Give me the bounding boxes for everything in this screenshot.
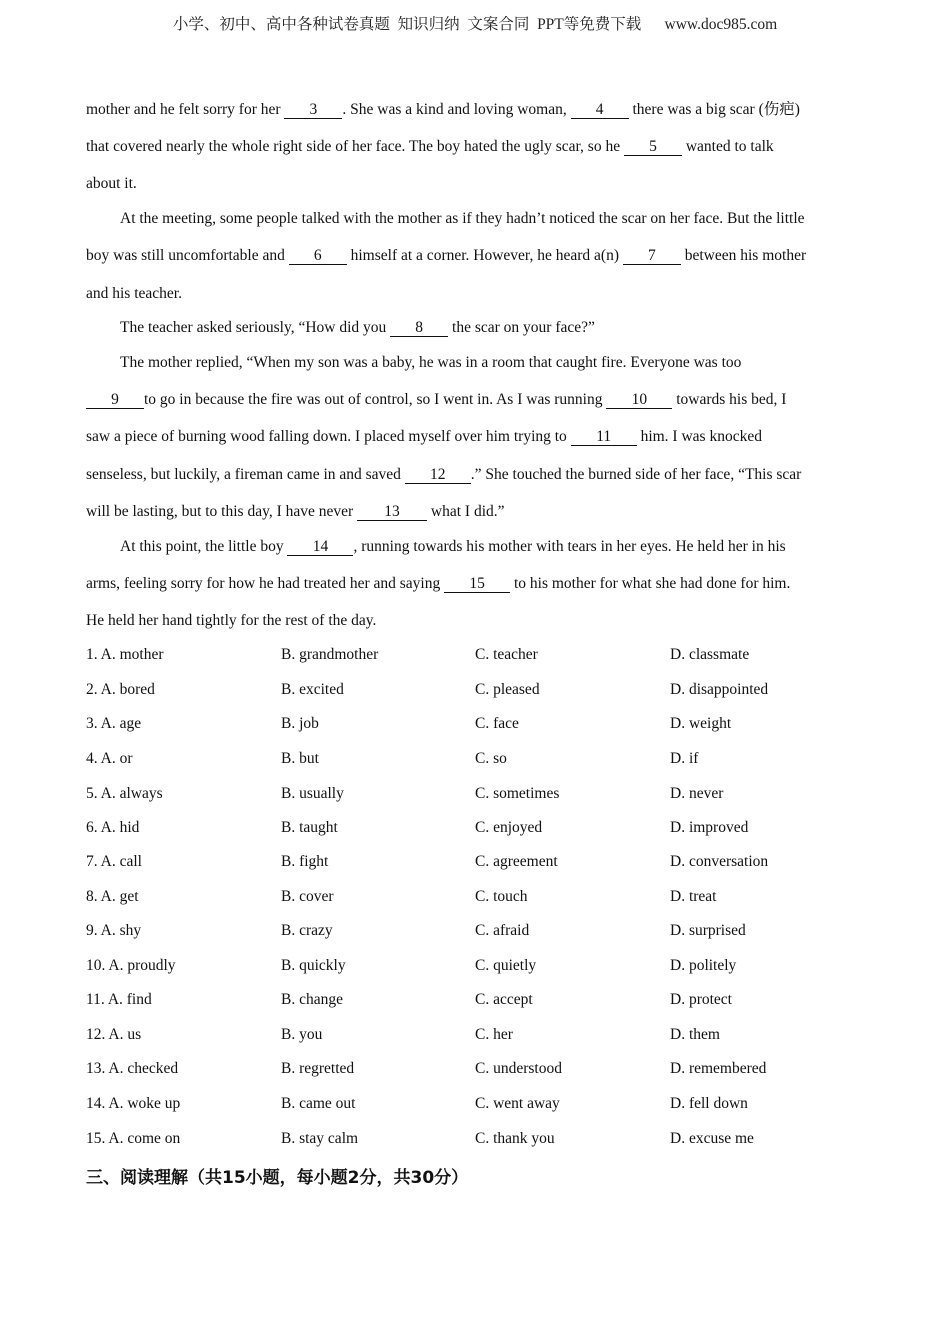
option-12-d: D. them [670,1026,720,1043]
option-8-d: D. treat [670,888,717,905]
option-15-d: D. excuse me [670,1130,754,1147]
passage-line: 9 to go in because the fire was out of control, so I went in. As I was running 10 towards his bed, I [86,390,786,410]
option-3-c: C. face [475,715,519,732]
option-14-a: 14. A. woke up [86,1095,181,1112]
option-14-d: D. fell down [670,1095,748,1112]
option-1-a: 1. A. mother [86,646,164,663]
option-5-a: 5. A. always [86,785,163,802]
blank-14: 14 [287,539,353,556]
option-8-c: C. touch [475,888,528,905]
question-row-6 [86,819,868,841]
header-url: www.doc985.com [664,16,778,33]
option-7-d: D. conversation [670,853,769,870]
option-14-c: C. went away [475,1095,560,1112]
option-10-d: D. politely [670,957,737,974]
option-1-c: C. teacher [475,646,538,663]
question-row-13 [86,1060,868,1082]
option-12-c: C. her [475,1026,513,1043]
question-row-4 [86,750,868,772]
option-4-c: C. so [475,750,507,767]
passage-line: The teacher asked seriously, “How did you 8 the scar on your face?” [120,319,595,336]
option-3-b: B. job [281,715,319,732]
blank-12: 12 [405,467,471,484]
option-9-d: D. surprised [670,922,746,939]
question-row-14 [86,1095,868,1117]
question-row-2 [86,681,868,703]
blank-8: 8 [390,320,448,337]
passage-line: that covered nearly the whole right side of her face. The boy hated the ugly scar, so he 5 wanted to talk [86,138,774,155]
option-15-b: B. stay calm [281,1130,359,1147]
blank-4: 4 [571,102,629,119]
option-6-a: 6. A. hid [86,819,140,836]
option-10-a: 10. A. proudly [86,957,176,974]
header-site-text: 小学、初中、高中各种试卷真题 知识归纳 文案合同 PPT等免费下载 [172,16,642,33]
option-3-d: D. weight [670,715,732,732]
option-13-a: 13. A. checked [86,1060,179,1077]
option-4-d: D. if [670,750,699,767]
question-row-5 [86,785,868,807]
option-5-c: C. sometimes [475,785,560,802]
option-10-b: B. quickly [281,957,346,974]
blank-6: 6 [289,248,347,265]
question-row-3 [86,715,868,737]
option-3-a: 3. A. age [86,715,142,732]
question-row-1 [86,646,868,668]
section-title: 三、阅读理解（共15小题，每小题2分，共30分） [86,1168,469,1188]
blank-3: 3 [284,102,342,119]
question-row-7 [86,853,868,875]
option-13-c: C. understood [475,1060,562,1077]
blank-10: 10 [606,392,672,409]
option-1-d: D. classmate [670,646,750,663]
passage-line: The mother replied, “When my son was a baby, he was in a room that caught fire. Everyone was too [120,354,742,371]
option-13-b: B. regretted [281,1060,355,1077]
option-4-b: B. but [281,750,319,767]
option-12-a: 12. A. us [86,1026,142,1043]
option-15-a: 15. A. come on [86,1130,181,1147]
option-10-c: C. quietly [475,957,537,974]
passage-line: senseless, but luckily, a fireman came in and saved 12 .” She touched the burned side of her face, “This scar [86,466,802,483]
blank-9: 9 [86,392,144,409]
question-row-15 [86,1130,868,1152]
question-row-8 [86,888,868,910]
question-row-9 [86,922,868,944]
blank-13: 13 [357,504,427,521]
option-2-a: 2. A. bored [86,681,155,698]
option-5-d: D. never [670,785,724,802]
option-1-b: B. grandmother [281,646,379,663]
passage-line: He held her hand tightly for the rest of the day. [86,612,377,629]
page-header [0,12,950,34]
option-15-c: C. thank you [475,1130,555,1147]
option-5-b: B. usually [281,785,344,802]
option-2-b: B. excited [281,681,344,698]
option-8-b: B. cover [281,888,334,905]
option-8-a: 8. A. get [86,888,139,905]
passage-line: boy was still uncomfortable and 6 himself at a corner. However, he heard a(n) 7 between his mother [86,247,807,264]
passage-line: and his teacher. [86,285,182,302]
option-13-d: D. remembered [670,1060,767,1077]
option-11-a: 11. A. find [86,991,152,1008]
passage-line: arms, feeling sorry for how he had treated her and saying 15 to his mother for what she had done for him. [86,575,791,592]
option-9-b: B. crazy [281,922,333,939]
passage-line: about it. [86,175,137,192]
passage-line: saw a piece of burning wood falling down. I placed myself over him trying to 11 him. I was knocked [86,428,762,445]
passage-line: mother and he felt sorry for her 3 . She was a kind and loving woman, 4 there was a big scar (伤疤) [86,101,800,118]
option-7-b: B. fight [281,853,329,870]
blank-15: 15 [444,576,510,593]
option-11-c: C. accept [475,991,533,1008]
question-row-10 [86,957,868,979]
option-4-a: 4. A. or [86,750,133,767]
option-2-c: C. pleased [475,681,540,698]
blank-11: 11 [571,429,637,446]
option-6-b: B. taught [281,819,338,836]
passage-line: At this point, the little boy 14 , running towards his mother with tears in her eyes. He held her in his [120,538,786,555]
option-9-c: C. afraid [475,922,530,939]
question-row-12 [86,1026,868,1048]
option-11-b: B. change [281,991,343,1008]
option-7-c: C. agreement [475,853,558,870]
option-6-c: C. enjoyed [475,819,543,836]
option-7-a: 7. A. call [86,853,142,870]
option-12-b: B. you [281,1026,323,1043]
option-9-a: 9. A. shy [86,922,142,939]
blank-7: 7 [623,248,681,265]
passage-line: At the meeting, some people talked with the mother as if they hadn’t noticed the scar on her face. But the little [120,210,805,227]
option-6-d: D. improved [670,819,749,836]
question-row-11 [86,991,868,1013]
option-11-d: D. protect [670,991,732,1008]
passage-line: will be lasting, but to this day, I have never 13 what I did.” [86,503,505,520]
blank-5: 5 [624,139,682,156]
option-2-d: D. disappointed [670,681,769,698]
option-14-b: B. came out [281,1095,356,1112]
